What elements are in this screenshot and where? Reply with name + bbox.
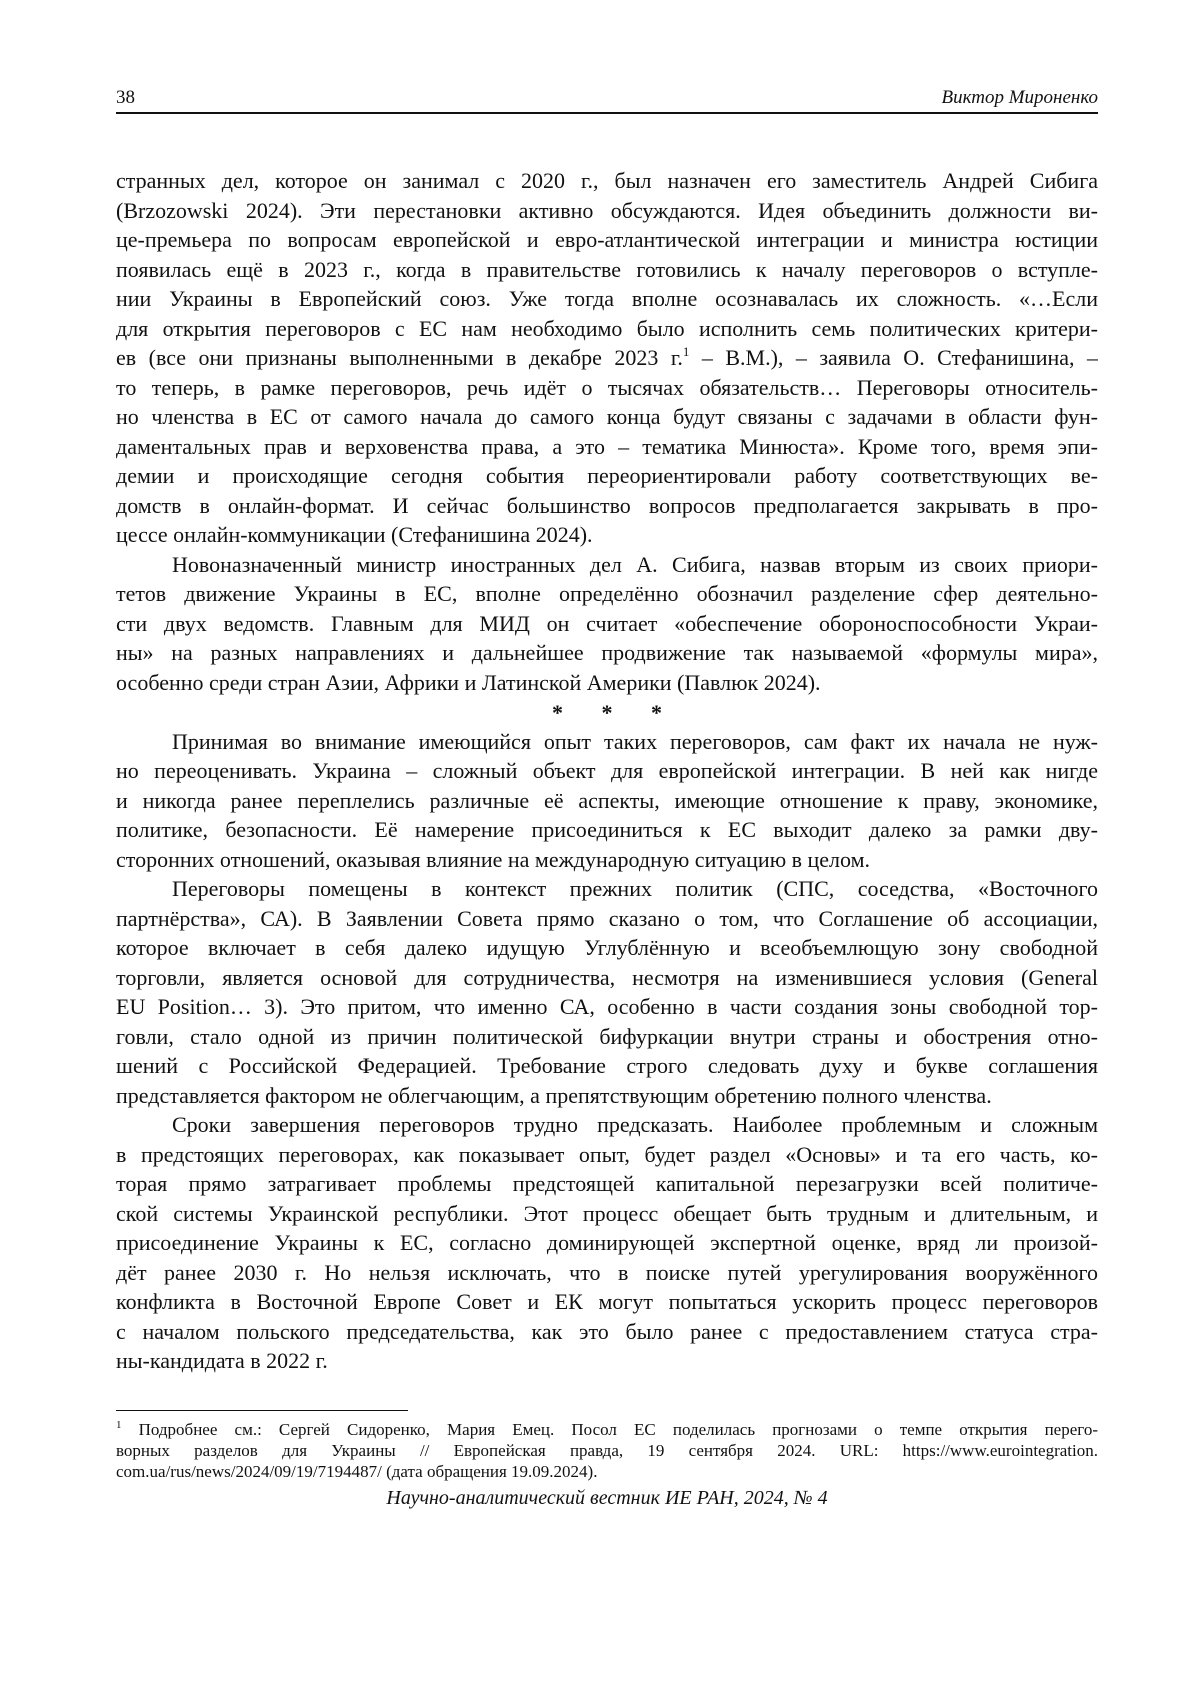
text-line: которое включает в себя далеко идущую Углублённую и всеобъемлющую зону свободной [116,935,1098,960]
text-line: конфликта в Восточной Европе Совет и ЕК могут попытаться ускорить процесс переговоров [116,1289,1098,1314]
footnote-reference[interactable]: 1 [682,344,690,359]
paragraph-3 [116,727,1098,875]
text-line: но членства в ЕС от самого начала до самого конца будут связаны с задачами в области фун- [116,404,1098,429]
text-line: особенно среди стран Азии, Африки и Латинской Америки (Павлюк 2024). [116,669,821,695]
text-line: EU Position… 3). Это притом, что именно СА, особенно в части создания зоны свободной тор- [116,994,1098,1019]
paragraph-1 [116,166,1098,550]
paragraph-4 [116,874,1098,1110]
text-line: (Brzozowski 2024). Эти перестановки активно обсуждаются. Идея объединить должности ви- [116,197,1098,223]
text-line: домств в онлайн-формат. И сейчас большинство вопросов предполагается закрывать в про- [116,492,1098,518]
document-page [116,0,1098,1698]
text-line: даментальных прав и верховенства права, а это – тематика Минюста». Кроме того, время эпи- [116,433,1098,459]
text-line: появилась ещё в 2023 г., когда в правительстве готовились к началу переговоров о вступле- [116,256,1098,282]
text-line: представляется фактором не облегчающим, а препятствующим обретению полного членства. [116,1082,992,1108]
text-line: партнёрства», СА). В Заявлении Совета прямо сказано о том, что Соглашение об ассоциации, [116,905,1098,931]
text-line-with-footnote [116,343,1098,373]
text-line: ской системы Украинской республики. Этот процесс обещает быть трудным и длительным, и [116,1200,1098,1226]
text-segment: ев (все они признаны выполненными в декабре 2023 г. [116,345,683,370]
text-line: Сроки завершения переговоров трудно предсказать. Наиболее проблемным и сложным [172,1112,1098,1137]
text-line: дёт ранее 2030 г. Но нельзя исключать, что в поиске путей урегулирования вооружённого [116,1259,1098,1285]
text-line: сторонних отношений, оказывая влияние на международную ситуацию в целом. [116,846,871,872]
footnote-marker: 1 [116,1419,122,1431]
text-line: демии и происходящие сегодня события переориентировали работу соответствующих ве- [116,463,1098,488]
text-line: це-премьера по вопросам европейской и евро-атлантической интеграции и министра юстиции [116,227,1098,252]
paragraph-5 [116,1110,1098,1376]
footnote-separator [116,1410,408,1411]
text-line: в предстоящих переговорах, как показывает опыт, будет раздел «Основы» и та его часть, ко- [116,1141,1098,1167]
text-line: для открытия переговоров с ЕС нам необходимо было исполнить семь политических критери- [116,315,1098,341]
text-line: но переоценивать. Украина – сложный объект для европейской интеграции. В ней как нигде [116,758,1098,783]
text-line: с началом польского председательства, как это было ранее с предоставлением статуса стра- [116,1318,1098,1344]
journal-footer: Научно-аналитический вестник ИЕ РАН, 2024, № 4 [386,1487,828,1509]
paragraph-2 [116,550,1098,698]
text-line: торговли, является основой для сотрудничества, несмотря на изменившиеся условия (General [116,964,1098,990]
running-author: Виктор Мироненко [941,87,1098,108]
text-line: ны-кандидата в 2022 г. [116,1348,328,1373]
footnote-line: com.ua/rus/news/2024/09/19/7194487/ (дата обращения 19.09.2024). [116,1462,598,1481]
text-line: цессе онлайн-коммуникации (Стефанишина 2024). [116,522,593,547]
text-line: шений с Российской Федерацией. Требование строго следовать духу и букве соглашения [116,1053,1098,1078]
text-line: странных дел, которое он занимал с 2020 г., был назначен его заместитель Андрей Сибига [116,168,1098,193]
footnote-line [116,1419,1098,1440]
text-line: торая прямо затрагивает проблемы предстоящей капитальной перезагрузки всей политиче- [116,1171,1098,1196]
footnotes [116,1419,1098,1482]
article-body [116,166,1098,1376]
text-line: Принимая во внимание имеющийся опыт таких переговоров, сам факт их начала не нуж- [172,728,1098,754]
text-line: сти двух ведомств. Главным для МИД он считает «обеспечение обороноспособности Украи- [116,610,1098,636]
text-line: то теперь, в рамке переговоров, речь идёт о тысячах обязательств… Переговоры относитель- [116,374,1098,400]
section-break: * * * [552,700,662,725]
text-segment: – В.М.), – заявила О. Стефанишина, – [689,345,1098,370]
text-line: присоединение Украины к ЕС, согласно доминирующей экспертной оценке, вряд ли произой- [116,1230,1098,1255]
footnote-text: Подробнее см.: Сергей Сидоренко, Мария Емец. Посол ЕС поделилась прогнозами о темпе открытия перего- [121,1420,1098,1439]
text-line: Переговоры помещены в контекст прежних политик (СПС, соседства, «Восточного [172,876,1098,901]
text-line: Новоназначенный министр иностранных дел А. Сибига, назвав вторым из своих приори- [172,551,1098,577]
page-number: 38 [116,87,135,108]
text-line: ны» на разных направлениях и дальнейшее продвижение так называемой «формулы мира», [116,640,1098,665]
text-line: и никогда ранее переплелись различные её аспекты, имеющие отношение к праву, экономике, [116,787,1098,813]
text-line: говли, стало одной из причин политической бифуркации внутри страны и обострения отно- [116,1023,1098,1049]
text-line: политике, безопасности. Её намерение присоединиться к ЕС выходит далеко за рамки дву- [116,817,1098,842]
footnote-line: ворных разделов для Украины // Европейская правда, 19 сентября 2024. URL: https://www.eurointegration. [116,1441,1098,1460]
text-line: тетов движение Украины в ЕС, вполне определённо обозначил разделение сфер деятельно- [116,581,1098,606]
text-line: нии Украины в Европейский союз. Уже тогда вполне осознавалась их сложность. «…Если [116,286,1098,311]
running-header [116,86,1098,114]
